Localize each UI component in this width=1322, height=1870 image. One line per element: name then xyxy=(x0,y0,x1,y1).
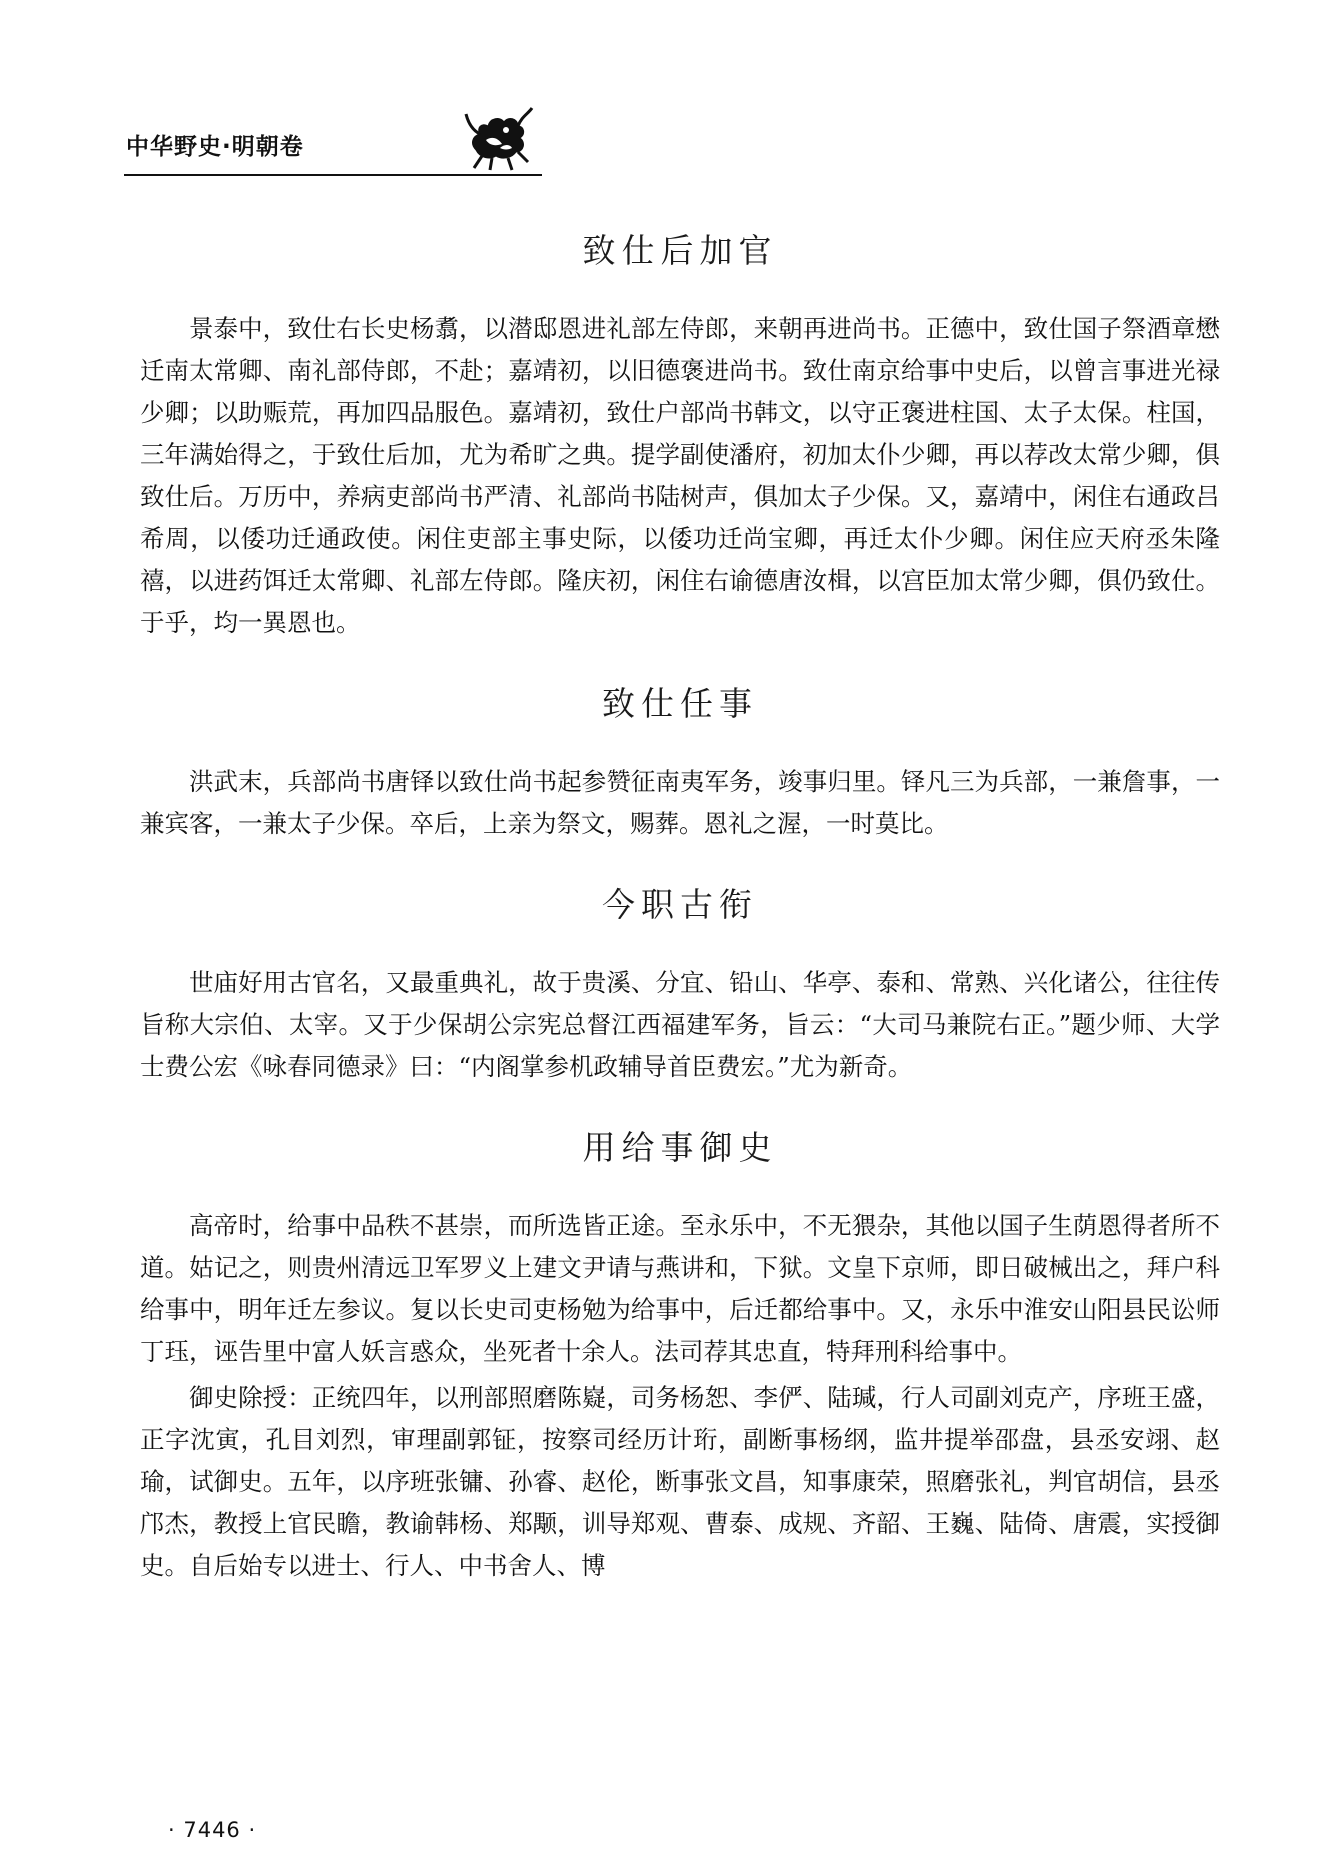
paragraph: 高帝时，给事中品秩不甚崇，而所选皆正途。至永乐中，不无猥杂，其他以国子生荫恩得者所不道。姑记之，则贵州清远卫军罗义上建文尹请与燕讲和，下狱。文皇下京师，即日破械出之，拜户科给事中，明年迁左参议。复以长史司吏杨勉为给事中，后迁都给事中。又，永乐中淮安山阳县民讼师丁珏，诬告里中富人妖言惑众，坐死者十余人。法司荐其忠直，特拜刑科给事中。 xyxy=(140,1211,1220,1366)
page-number: · 7446 · xyxy=(168,1818,257,1842)
dragon-icon xyxy=(462,100,534,172)
book-title: 中华野史·明朝卷 xyxy=(126,134,304,160)
paragraph: 世庙好用古官名，又最重典礼，故于贵溪、分宜、铅山、华亭、泰和、常熟、兴化诸公，往往传旨称大宗伯、太宰。又于少保胡公宗宪总督江西福建军务，旨云：“大司马兼院右正。”题少师、大学士费公宏《咏春同德录》曰：“内阁掌参机政辅导首臣费宏。”尤为新奇。 xyxy=(140,968,1220,1081)
header-rule xyxy=(124,174,542,176)
paragraph: 洪武末，兵部尚书唐铎以致仕尚书起参赞征南夷军务，竣事归里。铎凡三为兵部，一兼詹事，一兼宾客，一兼太子少保。卒后，上亲为祭文，赐葬。恩礼之渥，一时莫比。 xyxy=(140,767,1220,838)
section-title: 致仕任事 xyxy=(602,684,758,723)
article-body xyxy=(140,225,1220,1587)
paragraph: 御史除授：正统四年，以刑部照磨陈嶷，司务杨恕、李俨、陆瑊，行人司副刘克产，序班王盛，正字沈寅，孔目刘烈，审理副郭钲，按察司经历计珩，副断事杨纲，监井提举邵盘，县丞安翊、赵瑜，试御史。五年，以序班张镛、孙睿、赵伦，断事张文昌，知事康荣，照磨张礼，判官胡信，县丞邝杰，教授上官民瞻，教谕韩杨、郑颙，训导郑观、曹泰、成规、齐韶、王巍、陆倚、唐震，实授御史。自后始专以进士、行人、中书舍人、博 xyxy=(140,1383,1220,1580)
paragraph: 景泰中，致仕右长史杨翥，以潜邸恩进礼部左侍郎，来朝再进尚书。正德中，致仕国子祭酒章懋迁南太常卿、南礼部侍郎，不赴；嘉靖初，以旧德褒进尚书。致仕南京给事中史后，以曾言事进光禄少卿；以助赈荒，再加四品服色。嘉靖初，致仕户部尚书韩文，以守正褒进柱国、太子太保。柱国，三年满始得之，于致仕后加，尤为希旷之典。提学副使潘府，初加太仆少卿，再以荐改太常少卿，俱致仕后。万历中，养病吏部尚书严清、礼部尚书陆树声，俱加太子少保。又，嘉靖中，闲住右通政吕希周，以倭功迁通政使。闲住吏部主事史际，以倭功迁尚宝卿，再迁太仆少卿。闲住应天府丞朱隆禧，以进药饵迁太常卿、礼部左侍郎。隆庆初，闲住右谕德唐汝楫，以宫臣加太常少卿，俱仍致仕。于乎，均一異恩也。 xyxy=(140,314,1220,637)
section-title: 今职古衔 xyxy=(602,885,758,924)
running-header xyxy=(124,100,544,180)
section-title: 用给事御史 xyxy=(582,1128,778,1167)
section-title: 致仕后加官 xyxy=(582,231,778,270)
